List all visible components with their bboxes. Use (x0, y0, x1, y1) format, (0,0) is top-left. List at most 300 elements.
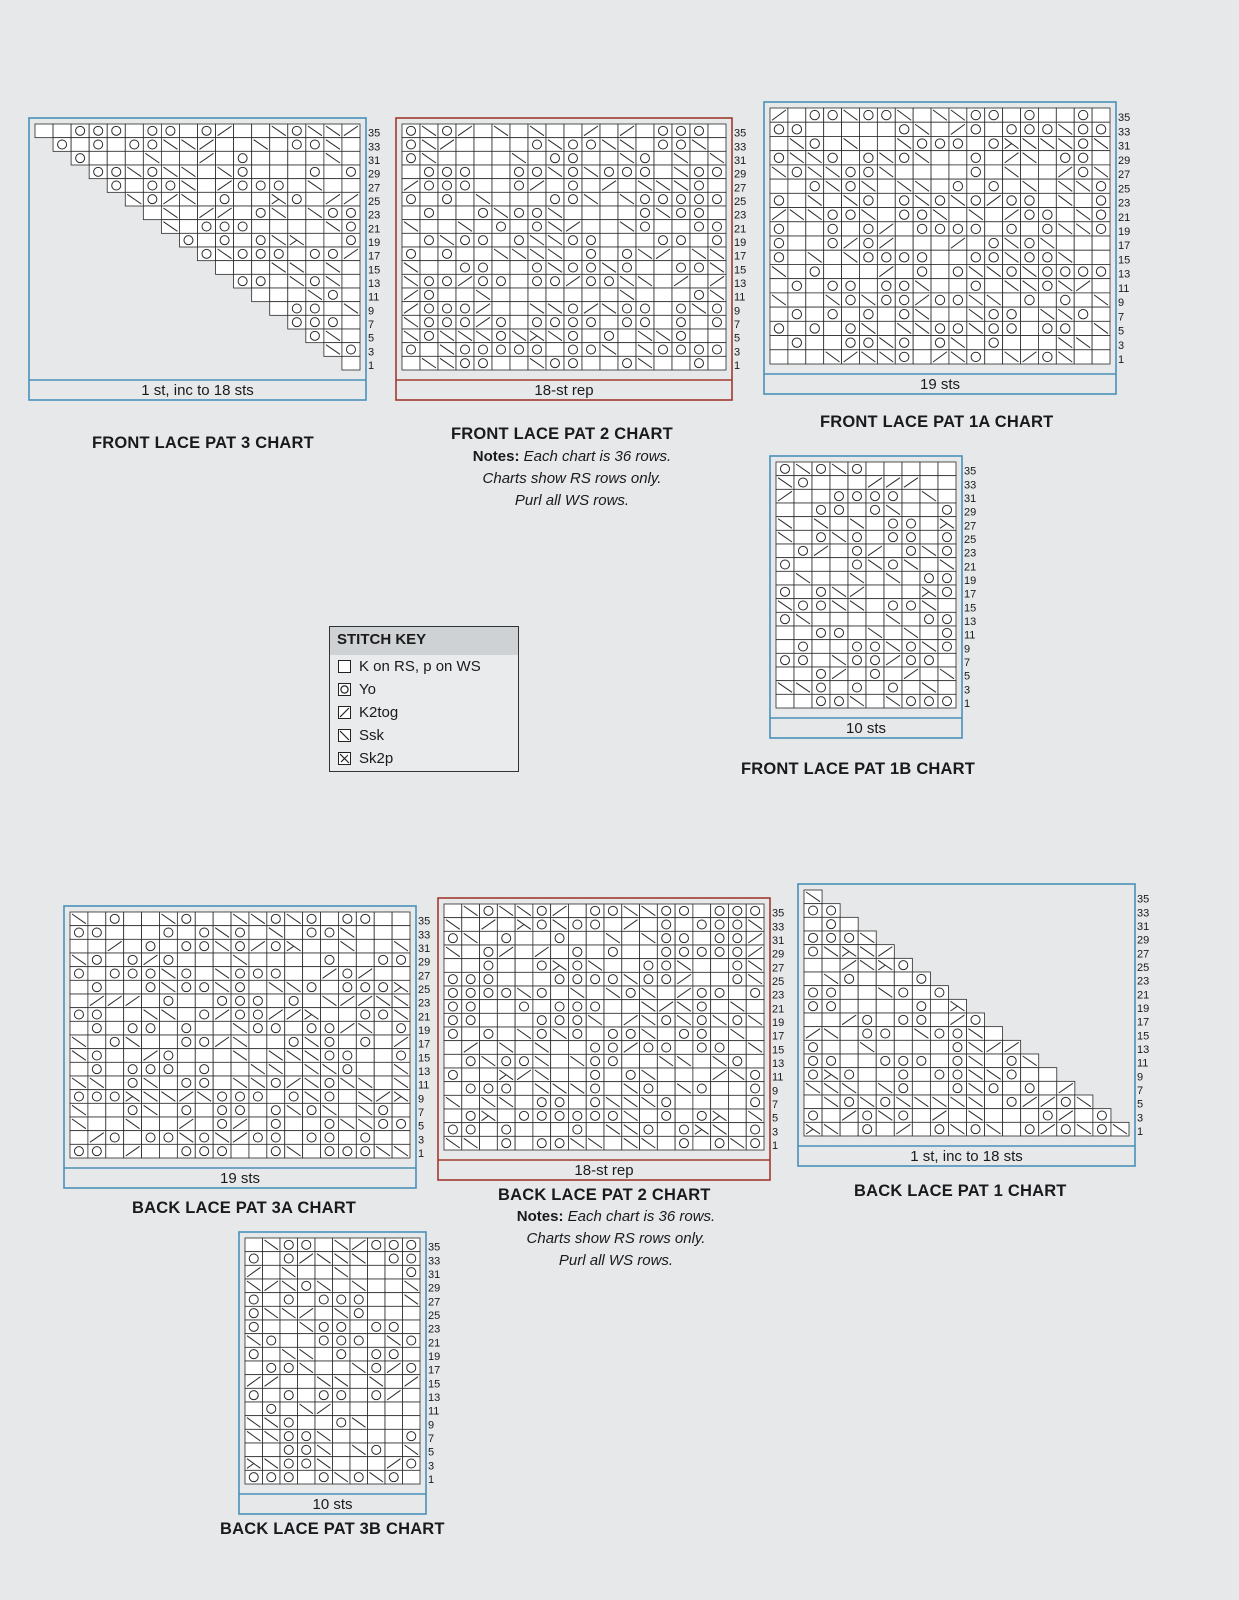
chart-cell (894, 972, 912, 986)
chart-cell (515, 945, 533, 959)
chart-cell (985, 1054, 1003, 1068)
chart-cell (1003, 1122, 1021, 1136)
chart-cell (342, 179, 360, 193)
row-number: 29 (772, 948, 785, 961)
chart-cell (179, 206, 197, 220)
chart-cell (770, 307, 788, 321)
chart-cell (267, 1035, 285, 1049)
chart-cell (510, 261, 528, 275)
chart-cell (143, 206, 161, 220)
chart-cell (876, 1040, 894, 1054)
chart-cell (142, 912, 160, 926)
chart-cell (403, 1320, 421, 1334)
chart-cell (568, 1068, 586, 1082)
chart-cell (804, 1095, 822, 1109)
row-number: 15 (1137, 1030, 1150, 1043)
chart-cell (675, 1109, 693, 1123)
row-number: 23 (734, 209, 747, 222)
row-number: 25 (1137, 962, 1150, 974)
chart-cell (444, 1082, 462, 1096)
chart-cell (618, 233, 636, 247)
row-number: 23 (368, 209, 381, 222)
chart-cell (812, 476, 830, 490)
chart-cell (842, 151, 860, 165)
chart-cell (267, 1090, 285, 1104)
chart-cell (142, 1144, 160, 1158)
chart-cell (600, 315, 618, 329)
chart-cell (515, 1013, 533, 1027)
chart-cell (474, 124, 492, 138)
front-lace-pat-3-chart (35, 124, 381, 410)
chart-cell (1074, 293, 1092, 307)
chart-cell (338, 1035, 356, 1049)
chart-cell (324, 302, 342, 316)
chart-cell (106, 1062, 124, 1076)
chart-cell (342, 315, 360, 329)
chart-cell (636, 138, 654, 152)
chart-cell (654, 302, 672, 316)
chart-cell (708, 179, 726, 193)
chart-cell (356, 1062, 374, 1076)
row-number: 27 (772, 962, 785, 975)
chart-cell (492, 233, 510, 247)
empty-square-icon (338, 660, 351, 673)
chart-cell (392, 926, 410, 940)
chart-cell (159, 1035, 177, 1049)
chart-cell (216, 138, 234, 152)
chart-grid (776, 462, 996, 753)
chart-cell (456, 288, 474, 302)
chart-cell (1038, 108, 1056, 122)
key-label: K2tog (359, 704, 399, 721)
chart-cell (967, 336, 985, 350)
notes-line-2: Charts show RS rows only. (482, 470, 662, 487)
chart-cell (350, 1388, 368, 1402)
chart-cell (403, 1416, 421, 1430)
chart-cell (298, 1375, 316, 1389)
chart-grid (804, 890, 1169, 1181)
chart-cell (967, 136, 985, 150)
chart-cell (546, 179, 564, 193)
row-number: 23 (428, 1323, 441, 1336)
chart-cell (368, 1402, 386, 1416)
chart-cell (342, 356, 360, 370)
row-number: 19 (1118, 226, 1131, 238)
chart-cell (213, 1062, 231, 1076)
chart-cell (746, 1054, 764, 1068)
chart-cell (920, 530, 938, 544)
row-number: 29 (428, 1282, 441, 1295)
chart-cell (385, 1293, 403, 1307)
chart-cell (252, 151, 270, 165)
chart-cell (456, 206, 474, 220)
row-number: 11 (1118, 282, 1130, 295)
chart-cell (806, 350, 824, 364)
chart-cell (288, 247, 306, 261)
row-number: 25 (368, 196, 381, 208)
chart-cell (788, 350, 806, 364)
chart-cell (492, 302, 510, 316)
chart-cell (1092, 307, 1110, 321)
row-number: 35 (368, 127, 381, 140)
chart-cell (930, 1013, 948, 1027)
chart-cell (848, 503, 866, 517)
chart-cell (728, 1109, 746, 1123)
chart-cell (125, 179, 143, 193)
chart-cell (350, 1320, 368, 1334)
chart-cell (806, 293, 824, 307)
chart-cell (586, 1123, 604, 1137)
row-number: 1 (964, 698, 971, 710)
chart-cell (693, 1068, 711, 1082)
chart-cell (776, 626, 794, 640)
chart-cell (812, 489, 830, 503)
chart-cell (564, 247, 582, 261)
chart-cell (830, 517, 848, 531)
chart-cell (894, 1040, 912, 1054)
chart-cell (177, 1062, 195, 1076)
chart-cell (776, 544, 794, 558)
row-number: 5 (734, 332, 741, 345)
chart-cell (438, 151, 456, 165)
back-lace-pat-2-chart (444, 904, 785, 1190)
chart-cell (877, 122, 895, 136)
chart-cell (342, 261, 360, 275)
row-number: 1 (1137, 1126, 1144, 1138)
chart-cell (492, 179, 510, 193)
chart-cell (263, 1265, 281, 1279)
row-number: 21 (428, 1337, 441, 1350)
chart-cell (546, 124, 564, 138)
chart-cell (107, 138, 125, 152)
row-number: 9 (964, 643, 971, 656)
sk2p-icon (338, 752, 351, 765)
chart-cell (1039, 1081, 1057, 1095)
chart-cell (657, 1027, 675, 1041)
chart-cell (492, 261, 510, 275)
chart-cell (902, 571, 920, 585)
chart-cell (842, 307, 860, 321)
chart-cell (444, 1041, 462, 1055)
chart-cell (770, 336, 788, 350)
chart-cell (298, 1293, 316, 1307)
chart-cell (788, 250, 806, 264)
chart-cell (913, 336, 931, 350)
chart-cell (474, 247, 492, 261)
row-number: 19 (418, 1025, 431, 1037)
chart-cell (806, 307, 824, 321)
chart-cell (159, 1076, 177, 1090)
circle-icon (338, 683, 351, 696)
key-label: Yo (359, 681, 376, 698)
chart-cell (528, 288, 546, 302)
chart-footer: 1 st, inc to 18 sts (910, 1148, 1023, 1165)
chart-cell (1092, 250, 1110, 264)
chart-cell (403, 1388, 421, 1402)
chart-cell (920, 626, 938, 640)
row-number: 27 (1137, 948, 1150, 961)
chart-cell (551, 986, 569, 1000)
chart-footer: 1 st, inc to 18 sts (141, 382, 254, 399)
chart-cell (804, 958, 822, 972)
front-lace-pat-1b-title: FRONT LACE PAT 1B CHART (741, 760, 976, 778)
chart-cell (125, 124, 143, 138)
chart-cell (728, 1041, 746, 1055)
chart-cell (1021, 321, 1039, 335)
chart-cell (895, 165, 913, 179)
chart-cell (894, 1027, 912, 1041)
row-number: 3 (772, 1126, 779, 1139)
chart-cell (321, 1008, 339, 1022)
chart-cell (858, 1068, 876, 1082)
chart-cell (124, 1131, 142, 1145)
chart-cell (474, 151, 492, 165)
chart-cell (604, 1013, 622, 1027)
chart-cell (420, 261, 438, 275)
row-number: 5 (368, 332, 375, 345)
chart-cell (622, 1000, 640, 1014)
row-number: 23 (964, 547, 977, 560)
chart-cell (640, 1054, 658, 1068)
chart-cell (288, 220, 306, 234)
chart-cell (288, 288, 306, 302)
chart-cell (249, 1144, 267, 1158)
chart-cell (657, 1123, 675, 1137)
chart-cell (106, 953, 124, 967)
chart-cell (497, 918, 515, 932)
chart-cell (480, 1068, 498, 1082)
chart-cell (324, 165, 342, 179)
chart-cell (252, 261, 270, 275)
row-number: 17 (734, 250, 747, 263)
row-number: 21 (734, 223, 747, 236)
chart-cell (298, 1416, 316, 1430)
chart-cell (877, 136, 895, 150)
chart-cell (770, 350, 788, 364)
chart-cell (142, 994, 160, 1008)
chart-cell (675, 1041, 693, 1055)
chart-cell (604, 959, 622, 973)
chart-cell (177, 994, 195, 1008)
chart-cell (582, 151, 600, 165)
chart-cell (249, 953, 267, 967)
chart-cell (288, 179, 306, 193)
row-number: 1 (734, 360, 741, 372)
chart-cell (675, 1068, 693, 1082)
chart-cell (385, 1429, 403, 1443)
chart-cell (213, 1076, 231, 1090)
row-number: 23 (1137, 975, 1150, 988)
chart-cell (303, 994, 321, 1008)
chart-cell (672, 356, 690, 370)
chart-cell (985, 1027, 1003, 1041)
chart-cell (690, 315, 708, 329)
chart-cell (1003, 336, 1021, 350)
row-number: 15 (428, 1378, 441, 1391)
chart-cell (234, 261, 252, 275)
chart-cell (1074, 350, 1092, 364)
row-number: 25 (964, 534, 977, 546)
chart-cell (374, 926, 392, 940)
chart-cell (70, 994, 88, 1008)
front-chart-notes (442, 446, 702, 512)
chart-cell (315, 1416, 333, 1430)
chart-cell (1092, 336, 1110, 350)
chart-cell (776, 667, 794, 681)
chart-cell (288, 206, 306, 220)
chart-cell (288, 165, 306, 179)
chart-cell (392, 912, 410, 926)
chart-cell (420, 220, 438, 234)
chart-cell (840, 917, 858, 931)
row-number: 13 (428, 1392, 441, 1404)
chart-cell (842, 122, 860, 136)
chart-cell (822, 1013, 840, 1027)
chart-cell (510, 138, 528, 152)
chart-cell (693, 1136, 711, 1150)
chart-cell (385, 1402, 403, 1416)
chart-cell (392, 1131, 410, 1145)
row-number: 9 (418, 1093, 425, 1106)
chart-cell (249, 1035, 267, 1049)
chart-cell (949, 250, 967, 264)
chart-cell (356, 939, 374, 953)
chart-cell (385, 1306, 403, 1320)
chart-cell (462, 959, 480, 973)
chart-cell (195, 912, 213, 926)
row-number: 33 (1118, 126, 1131, 139)
chart-cell (177, 1008, 195, 1022)
row-number: 11 (368, 291, 380, 304)
chart-cell (303, 1117, 321, 1131)
chart-cell (640, 918, 658, 932)
chart-cell (285, 1062, 303, 1076)
chart-cell (480, 1000, 498, 1014)
chart-cell (249, 1103, 267, 1117)
chart-cell (788, 321, 806, 335)
chart-cell (338, 1131, 356, 1145)
chart-cell (794, 626, 812, 640)
chart-cell (546, 288, 564, 302)
chart-cell (124, 912, 142, 926)
chart-cell (88, 1035, 106, 1049)
row-number: 35 (964, 465, 977, 478)
key-row-k2tog (330, 701, 518, 724)
chart-cell (866, 530, 884, 544)
chart-cell (1003, 293, 1021, 307)
row-number: 7 (1137, 1085, 1144, 1097)
chart-cell (350, 1402, 368, 1416)
chart-cell (159, 939, 177, 953)
chart-cell (866, 681, 884, 695)
chart-cell (198, 192, 216, 206)
chart-cell (693, 972, 711, 986)
chart-cell (195, 1021, 213, 1035)
chart-cell (267, 994, 285, 1008)
chart-cell (267, 953, 285, 967)
chart-cell (693, 931, 711, 945)
chart-cell (270, 220, 288, 234)
chart-cell (902, 585, 920, 599)
chart-cell (931, 122, 949, 136)
row-number: 11 (418, 1079, 430, 1092)
chart-cell (657, 1082, 675, 1096)
chart-cell (600, 151, 618, 165)
chart-cell (368, 1265, 386, 1279)
chart-grid (245, 1238, 460, 1529)
chart-cell (216, 261, 234, 275)
chart-cell (252, 165, 270, 179)
chart-cell (70, 1131, 88, 1145)
row-number: 15 (964, 602, 977, 615)
chart-cell (788, 236, 806, 250)
chart-cell (985, 122, 1003, 136)
chart-cell (179, 124, 197, 138)
chart-cell (949, 151, 967, 165)
chart-cell (298, 1388, 316, 1402)
chart-cell (711, 1082, 729, 1096)
row-number: 29 (418, 956, 431, 969)
chart-grid (444, 904, 804, 1195)
row-number: 21 (418, 1011, 431, 1024)
chart-cell (708, 124, 726, 138)
chart-cell (342, 288, 360, 302)
chart-cell (195, 953, 213, 967)
chart-cell (1021, 1068, 1039, 1082)
chart-cell (288, 151, 306, 165)
chart-cell (510, 220, 528, 234)
chart-cell (568, 931, 586, 945)
chart-cell (985, 1095, 1003, 1109)
chart-cell (338, 1090, 356, 1104)
chart-cell (806, 222, 824, 236)
chart-cell (368, 1416, 386, 1430)
chart-cell (931, 264, 949, 278)
chart-cell (600, 356, 618, 370)
chart-cell (1038, 193, 1056, 207)
chart-cell (71, 138, 89, 152)
chart-cell (533, 1123, 551, 1137)
chart-cell (333, 1361, 351, 1375)
chart-cell (438, 220, 456, 234)
chart-cell (528, 151, 546, 165)
chart-cell (640, 1109, 658, 1123)
chart-cell (234, 206, 252, 220)
chart-cell (568, 904, 586, 918)
chart-cell (654, 315, 672, 329)
chart-cell (920, 517, 938, 531)
chart-cell (858, 972, 876, 986)
chart-cell (88, 1103, 106, 1117)
row-number: 25 (1118, 183, 1131, 196)
chart-cell (794, 585, 812, 599)
chart-cell (806, 122, 824, 136)
chart-cell (672, 288, 690, 302)
chart-cell (480, 931, 498, 945)
chart-cell (420, 192, 438, 206)
chart-cell (263, 1293, 281, 1307)
row-number: 19 (772, 1017, 785, 1029)
row-number: 31 (368, 155, 381, 167)
chart-cell (859, 264, 877, 278)
row-number: 11 (734, 291, 746, 304)
chart-cell (582, 206, 600, 220)
chart-cell (895, 264, 913, 278)
chart-cell (403, 1306, 421, 1320)
chart-cell (315, 1306, 333, 1320)
chart-cell (913, 236, 931, 250)
chart-cell (124, 980, 142, 994)
